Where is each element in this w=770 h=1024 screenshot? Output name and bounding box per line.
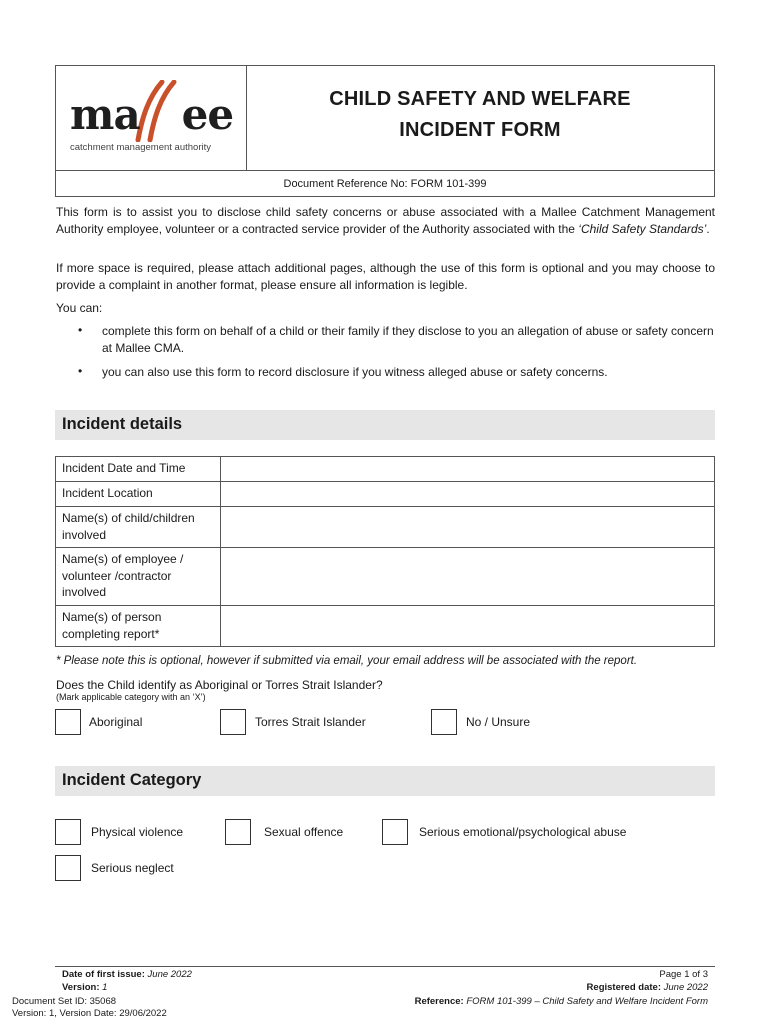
child-names-field[interactable] (221, 507, 715, 548)
intro-paragraph-2: If more space is required, please attach additional pages, although the use of this form is optional and you may choose to provide a complaint in another format, please ensure all information is legible. (56, 261, 715, 292)
intro-paragraph-1: This form is to assist you to disclose child safety concerns or abuse associated with a Mallee Catchment Management Authority employee, volunteer or a contracted service provider of the Authority associated with the ‘Child Safety Standards’. (56, 205, 715, 236)
serious-neglect-label: Serious neglect (91, 861, 174, 875)
incident-location-field[interactable] (221, 482, 715, 507)
aboriginal-label: Aboriginal (89, 715, 143, 729)
bullet-dot: • (78, 323, 83, 337)
you-can-label: You can: (56, 301, 103, 315)
table-row (56, 606, 715, 647)
section-incident-category (55, 766, 715, 796)
emotional-abuse-label: Serious emotional/psychological abuse (419, 825, 627, 839)
logo-letters: ma ee (70, 90, 234, 139)
first-issue-date: Date of first issue: June 2022 (62, 969, 192, 980)
version-date: Version: 1, Version Date: 29/06/2022 (12, 1008, 167, 1019)
atsi-question-hint: (Mark applicable category with an ‘X’) (56, 692, 206, 702)
table-row (56, 507, 715, 548)
serious-neglect-checkbox[interactable] (55, 855, 81, 881)
no-unsure-label: No / Unsure (466, 715, 531, 729)
form-title (246, 66, 714, 170)
title-line-1: CHILD SAFETY AND WELFARE (329, 88, 631, 110)
form-header (55, 65, 715, 197)
row-label: Incident Location (56, 482, 221, 507)
employee-names-field[interactable] (221, 548, 715, 606)
reporter-name-field[interactable] (221, 606, 715, 647)
physical-violence-label: Physical violence (91, 825, 184, 839)
optional-note: * Please note this is optional, however if submitted via email, your email address will be associated with the report. (56, 655, 638, 667)
table-row (56, 482, 715, 507)
section-heading: Incident details (62, 415, 183, 433)
reference: Reference: FORM 101-399 – Child Safety and Welfare Incident Form (414, 996, 708, 1007)
no-unsure-checkbox[interactable] (431, 709, 457, 735)
aboriginal-checkbox[interactable] (55, 709, 81, 735)
version: Version: 1 (62, 982, 108, 993)
logo (56, 66, 247, 170)
footer-divider (55, 966, 715, 967)
sexual-offence-label: Sexual offence (264, 825, 344, 839)
torres-strait-label: Torres Strait Islander (255, 715, 366, 729)
page-number: Page 1 of 3 (659, 969, 708, 980)
logo-subtitle: catchment management authority (70, 142, 211, 153)
bullet-item-2: you can also use this form to record disclosure if you witness alleged abuse or safety concerns. (102, 365, 608, 379)
document-reference: Document Reference No: FORM 101-399 (56, 170, 714, 198)
bullet-item-1: complete this form on behalf of a child or their family if they disclose to you an allegation of abuse or safety concern at Mallee CMA. (102, 324, 714, 355)
physical-violence-checkbox[interactable] (55, 819, 81, 845)
section-incident-details (55, 410, 715, 440)
row-label: Name(s) of person completing report* (56, 606, 221, 647)
section-heading: Incident Category (62, 771, 202, 789)
document-set-id: Document Set ID: 35068 (12, 996, 117, 1007)
title-line-2: INCIDENT FORM (399, 119, 561, 141)
row-label: Incident Date and Time (56, 457, 221, 482)
incident-details-table (55, 456, 715, 647)
bullet-dot: • (78, 364, 83, 378)
emotional-abuse-checkbox[interactable] (382, 819, 408, 845)
table-row (56, 457, 715, 482)
row-label: Name(s) of employee / volunteer /contractor involved (56, 548, 221, 606)
incident-date-time-field[interactable] (221, 457, 715, 482)
sexual-offence-checkbox[interactable] (225, 819, 251, 845)
torres-strait-checkbox[interactable] (220, 709, 246, 735)
atsi-question: Does the Child identify as Aboriginal or Torres Strait Islander? (56, 678, 383, 692)
row-label: Name(s) of child/children involved (56, 507, 221, 548)
registered-date: Registered date: June 2022 (586, 982, 708, 993)
table-row (56, 548, 715, 606)
